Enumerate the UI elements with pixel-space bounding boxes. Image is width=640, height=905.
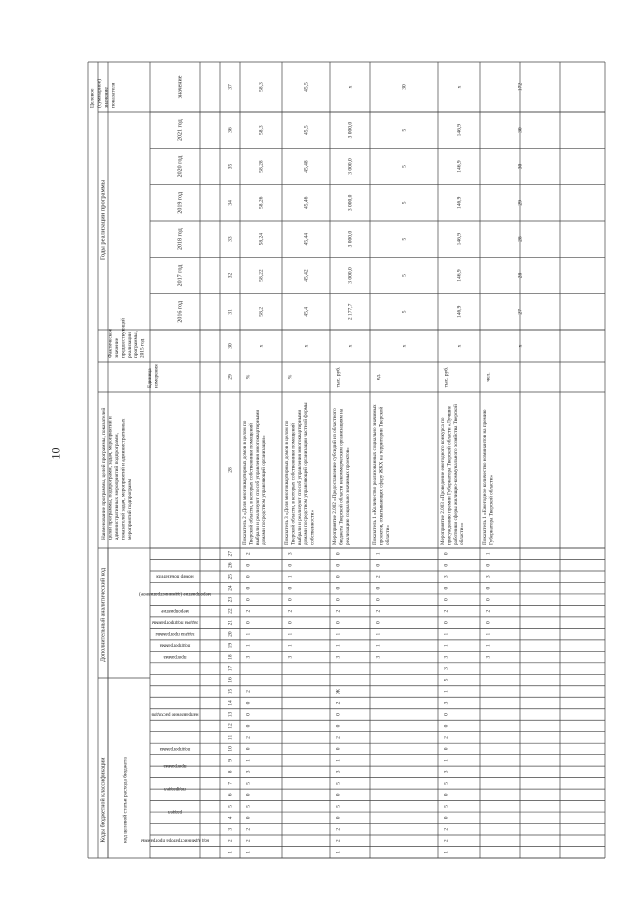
- column-number-15: 15: [227, 688, 234, 695]
- row-code: 2: [245, 736, 252, 739]
- table-row: [284, 82, 315, 659]
- row-code: 3: [443, 667, 450, 670]
- row-code: 0: [443, 598, 450, 602]
- svg-text:Показатель 3 «Доля многокварти: Показатель 3 «Доля многоквартирных домов в целом по: [284, 420, 291, 545]
- header-code-program: программа: [163, 763, 187, 769]
- row-year-value: 45,48: [303, 160, 310, 173]
- row-code: 1: [485, 644, 492, 647]
- row-code: 1: [245, 632, 252, 636]
- row-code: 0: [335, 575, 342, 579]
- header-code-a-activity: мероприятие: [161, 608, 189, 614]
- column-number-6: 6: [227, 793, 234, 797]
- row-code: 0: [375, 563, 382, 567]
- row-name: [482, 409, 494, 545]
- row-name: [284, 402, 315, 545]
- row-code: 0: [245, 621, 252, 625]
- row-name: [331, 408, 351, 545]
- row-code: 0: [485, 563, 492, 567]
- row-code: 2: [375, 609, 382, 613]
- column-number-3: 3: [227, 827, 234, 831]
- table-body: [242, 82, 523, 854]
- column-number-36: 36: [227, 127, 234, 133]
- row-code: 0: [443, 724, 450, 728]
- row-code: 0: [485, 621, 492, 625]
- row-code: 0: [335, 816, 342, 820]
- header-program-years: Годы реализации программы: [99, 179, 107, 261]
- header-code-section: раздел: [168, 808, 182, 814]
- row-code: 3: [335, 655, 342, 659]
- row-code: 1: [245, 644, 252, 647]
- row-year-value: 29: [517, 200, 524, 206]
- svg-text:Фактическое: Фактическое: [107, 328, 114, 358]
- svg-text:Мероприятие 2.003 «Проведение: Мероприятие 2.003 «Проведение ежегодного конкурса по: [440, 417, 447, 545]
- row-year-value: 146,9: [456, 196, 463, 210]
- row-code: 1: [443, 759, 450, 762]
- row-code: 1: [245, 850, 252, 854]
- header-code-a-activity-type: мероприятие (административное): [139, 590, 211, 596]
- svg-text:области»: области»: [384, 525, 391, 545]
- svg-text:собственности»: собственности»: [309, 509, 316, 545]
- svg-text:(суммарное): (суммарное): [96, 78, 103, 108]
- row-total: 58,3: [258, 82, 265, 92]
- row-code: 0: [443, 793, 450, 797]
- row-year-value: 146,9: [456, 123, 463, 137]
- row-code: 0: [335, 747, 342, 751]
- row-code: 5: [443, 678, 450, 682]
- row-code: 3: [485, 655, 492, 659]
- header-year-3: 2018 год: [177, 228, 184, 251]
- table-row: [331, 85, 353, 853]
- header-code-admin-code: код администратора программы: [140, 837, 210, 843]
- header-extra-code-group: Дополнительный аналитический код: [100, 567, 107, 663]
- row-code: 0: [245, 793, 252, 797]
- row-year-value: 5: [401, 201, 408, 205]
- svg-text:Единица: Единица: [147, 368, 154, 388]
- svg-text:выбрали и реализуют способ упр: выбрали и реализуют способ управления многоквартирными: [254, 409, 261, 545]
- row-code: Ж: [335, 689, 342, 694]
- row-code: 3: [245, 655, 252, 659]
- table-row: [482, 83, 523, 659]
- row-code: 1: [245, 759, 252, 762]
- row-code: 2: [335, 839, 342, 843]
- row-code: 3: [287, 552, 294, 556]
- row-code: 1: [485, 632, 492, 636]
- svg-text:домами посредством управляющей: домами посредством управляющей организации»: [261, 435, 268, 545]
- svg-text:домами посредством управляющей: домами посредством управляющей организации частной формы: [303, 402, 310, 545]
- header-year-4: 2019 год: [177, 191, 184, 214]
- header-classifier-group: Коды бюджетной классификации: [100, 757, 107, 843]
- svg-text:реализацию социально значимых: реализацию социально значимых проектов»: [344, 447, 351, 545]
- row-code: 0: [335, 563, 342, 567]
- row-code: 0: [335, 724, 342, 728]
- row-year-value: 45,42: [303, 269, 310, 282]
- row-code: 5: [335, 804, 342, 808]
- row-code: 2: [335, 701, 342, 705]
- column-number-4: 4: [227, 816, 234, 820]
- header-code-a-number: номер показателя: [156, 573, 194, 579]
- row-code: 0: [245, 747, 252, 751]
- row-code: 0: [335, 552, 342, 556]
- row-code: 2: [245, 609, 252, 613]
- row-code: 2: [335, 609, 342, 613]
- row-code: 0: [335, 586, 342, 590]
- row-code: 0: [287, 586, 294, 590]
- row-code: 3: [485, 575, 492, 579]
- row-unit: тыс. руб.: [335, 366, 342, 388]
- row-code: 1: [335, 850, 342, 854]
- svg-text:показателей задач, мероприятий: показателей задач, мероприятий и административных: [120, 418, 127, 540]
- svg-text:бюджета Тверской области неком: бюджета Тверской области некоммерческим организациям на: [338, 408, 345, 545]
- row-code: 3: [245, 770, 252, 774]
- header-unit-col: [147, 364, 159, 388]
- row-code: 2: [245, 690, 252, 693]
- row-code: 2: [485, 609, 492, 613]
- row-unit: %: [287, 374, 294, 380]
- column-number-7: 7: [227, 781, 234, 785]
- row-year-value: 58,28: [258, 160, 265, 173]
- row-name: [372, 404, 391, 545]
- row-fact: x: [347, 344, 354, 348]
- row-year-value: 30: [517, 163, 524, 170]
- svg-text:Показатель 2 «Доля многокварти: Показатель 2 «Доля многоквартирных домов в целом по: [242, 420, 249, 545]
- header-code-a-subprogram: подпрограмма: [159, 642, 191, 648]
- row-code: 3: [335, 770, 342, 774]
- row-year-value: 45,4: [303, 307, 310, 317]
- row-code: 2: [443, 827, 450, 831]
- row-year-value: 5: [401, 237, 408, 241]
- row-code: 0: [287, 563, 294, 567]
- column-number-35: 35: [227, 163, 234, 170]
- row-code: 0: [443, 586, 450, 590]
- svg-text:измерения: измерения: [153, 364, 160, 388]
- row-fact: x: [258, 344, 265, 348]
- row-code: 0: [335, 621, 342, 625]
- svg-text:работники сферы жилищно-коммун: работники сферы жилищно-коммунального хозяйства Тверской: [452, 404, 459, 545]
- row-code: 3: [287, 655, 294, 659]
- svg-text:Губернатора Тверской области»: Губернатора Тверской области»: [488, 474, 495, 545]
- svg-text:Наименование программы, целей: Наименование программы, целей программы, показателей: [101, 407, 108, 540]
- row-code: 0: [443, 621, 450, 625]
- column-number-25: 25: [227, 573, 234, 580]
- row-year-value: 45,46: [303, 196, 310, 210]
- row-code: 0: [287, 598, 294, 602]
- row-code: 0: [335, 793, 342, 797]
- row-code: 1: [287, 644, 294, 647]
- column-number-37: 37: [227, 84, 234, 90]
- svg-text:программы,: программы,: [133, 331, 140, 358]
- row-unit: тыс. руб.: [443, 366, 450, 388]
- column-number-31: 31: [227, 309, 234, 315]
- row-year-value: 3 000,0: [347, 158, 354, 175]
- row-fact: x: [456, 344, 463, 348]
- row-total: 45,5: [303, 82, 310, 92]
- svg-text:реализации: реализации: [126, 332, 133, 358]
- row-code: 2: [443, 736, 450, 739]
- row-year-value: 58,2: [258, 307, 265, 317]
- row-year-value: 45,44: [303, 232, 310, 246]
- row-year-value: 58,24: [258, 232, 265, 246]
- column-number-27: 27: [227, 550, 234, 557]
- row-code: 2: [245, 827, 252, 831]
- row-code: 0: [443, 816, 450, 820]
- row-code: 0: [443, 563, 450, 567]
- row-code: 1: [443, 690, 450, 693]
- header-name-col: [100, 408, 133, 540]
- row-code: 1: [375, 644, 382, 647]
- column-number-12: 12: [227, 723, 234, 729]
- header-value-col: значение: [177, 75, 184, 99]
- row-year-value: 58,3: [258, 125, 265, 135]
- row-code: 0: [375, 621, 382, 625]
- row-code: 1: [335, 644, 342, 647]
- row-code: 1: [287, 575, 294, 579]
- row-year-value: 146,9: [456, 305, 463, 319]
- row-code: 0: [375, 586, 382, 590]
- row-code: 2: [245, 552, 252, 556]
- row-code: 2: [375, 575, 382, 579]
- column-number-17: 17: [227, 665, 234, 672]
- header-code-a-program: программа: [163, 653, 187, 659]
- row-code: 0: [245, 586, 252, 590]
- row-code: 5: [245, 804, 252, 808]
- row-year-value: 5: [401, 274, 408, 277]
- row-code: 0: [245, 724, 252, 728]
- row-fact: x: [401, 344, 408, 348]
- svg-text:выбрали и реализуют способ упр: выбрали и реализуют способ управления многоквартирными: [296, 409, 303, 545]
- header-target-value: [89, 79, 116, 108]
- svg-text:области»»: области»»: [459, 522, 466, 545]
- header-year-6: 2021 год: [177, 119, 184, 142]
- header-code-a-task-program: задача программы: [155, 630, 195, 636]
- row-code: 1: [287, 632, 294, 636]
- row-code: 0: [443, 713, 450, 716]
- header-year-1: 2016 год: [177, 300, 184, 323]
- row-name: [242, 410, 267, 545]
- row-code: 3: [443, 770, 450, 774]
- row-year-value: 30: [517, 127, 524, 133]
- row-year-value: 3 000,0: [347, 267, 354, 284]
- table-row: [242, 82, 267, 854]
- column-number-30: 30: [227, 343, 234, 349]
- row-total: 30: [401, 84, 408, 90]
- row-name: [440, 404, 465, 545]
- row-year-value: 3 000,0: [347, 194, 354, 212]
- header-code-a-task-subprogram: задача подпрограммы: [151, 619, 199, 625]
- row-code: 2: [245, 839, 252, 843]
- row-code: 1: [375, 552, 382, 556]
- column-number-32: 32: [227, 272, 234, 279]
- header-code-subprogram: подпрограмма: [159, 745, 191, 751]
- row-code: 5: [443, 781, 450, 785]
- table-row: [440, 85, 465, 853]
- row-fact: x: [303, 344, 310, 348]
- row-total: 172: [517, 82, 524, 92]
- row-fact: x: [517, 344, 524, 348]
- column-number-28: 28: [227, 467, 234, 473]
- row-year-value: 2 177,7: [347, 303, 354, 321]
- row-year-value: 5: [401, 310, 408, 314]
- column-number-18: 18: [227, 654, 234, 660]
- row-year-value: 27: [517, 309, 524, 315]
- svg-text:2015 год: 2015 год: [139, 338, 146, 358]
- row-code: 1: [443, 632, 450, 636]
- row-code: 5: [335, 781, 342, 785]
- row-year-value: 28: [517, 272, 524, 279]
- row-unit: %: [245, 374, 252, 380]
- row-code: 0: [245, 713, 252, 716]
- svg-text:административных мероприятий п: административных мероприятий подпрограмм,: [114, 433, 121, 540]
- svg-text:показателя: показателя: [110, 82, 117, 108]
- row-year-value: 28: [517, 236, 524, 242]
- svg-text:Тверской области, в которых со: Тверской области, в которых собственники помещений: [248, 423, 255, 545]
- column-number-8: 8: [227, 770, 234, 774]
- column-number-24: 24: [227, 585, 234, 591]
- svg-text:предшествующей: предшествующей: [120, 318, 127, 358]
- column-number-2: 2: [227, 839, 234, 843]
- column-number-11: 11: [227, 734, 234, 741]
- column-number-5: 5: [227, 804, 234, 808]
- row-code: 2: [287, 609, 294, 613]
- svg-text:значение: значение: [114, 337, 121, 358]
- column-number-19: 19: [227, 642, 234, 649]
- column-number-1: 1: [227, 850, 234, 854]
- column-number-14: 14: [227, 700, 234, 706]
- row-unit: ед.: [375, 373, 382, 381]
- header-fact-col: [108, 318, 146, 358]
- column-number-33: 33: [227, 236, 234, 242]
- row-year-value: 5: [401, 128, 408, 132]
- row-code: 2: [335, 736, 342, 739]
- row-code: 0: [287, 621, 294, 625]
- row-year-value: 3 000,0: [347, 230, 354, 248]
- svg-text:целей программы, подпрограмм,: целей программы, подпрограмм, задач, мероприятий и: [107, 416, 114, 540]
- row-code: 1: [335, 632, 342, 636]
- svg-text:Целевое: Целевое: [89, 88, 96, 108]
- row-year-value: 146,9: [456, 160, 463, 173]
- row-total: x: [456, 85, 463, 89]
- table-row: [372, 84, 407, 658]
- header-target-article-group: код целевой статьи расхода бюджета: [122, 757, 129, 843]
- row-total: x: [347, 85, 354, 89]
- row-code: 3: [443, 575, 450, 579]
- page-number: 10: [48, 447, 63, 460]
- row-year-value: 3 000,0: [347, 121, 354, 139]
- svg-text:Показатель 1 «Ежегодное количе: Показатель 1 «Ежегодное количество номинантов на премию: [482, 409, 489, 545]
- row-code: 0: [245, 563, 252, 567]
- row-code: 2: [443, 839, 450, 843]
- row-code: 3: [443, 655, 450, 659]
- column-number-20: 20: [227, 631, 234, 637]
- row-year-value: 45,5: [303, 125, 310, 135]
- row-code: 1: [335, 759, 342, 762]
- row-code: 0: [245, 598, 252, 602]
- header-code-subsection: подраздел: [164, 785, 186, 791]
- row-code: 1: [443, 644, 450, 647]
- row-code: 1: [375, 632, 382, 636]
- column-number-29: 29: [227, 374, 234, 380]
- svg-text:мероприятий подпрограмм: мероприятий подпрограмм: [126, 478, 133, 540]
- row-code: 0: [485, 586, 492, 590]
- row-code: 0: [245, 701, 252, 705]
- row-year-value: 58,26: [258, 196, 265, 210]
- svg-text:Тверской области, в которых со: Тверской области, в которых собственники помещений: [290, 423, 297, 545]
- row-year-value: 5: [401, 165, 408, 168]
- column-number-34: 34: [227, 200, 234, 206]
- row-code: 0: [335, 598, 342, 602]
- svg-text:Показатель 1 «Количество реали: Показатель 1 «Количество реализованных социально значимых: [372, 404, 379, 545]
- column-number-13: 13: [227, 711, 234, 718]
- row-code: 2: [443, 609, 450, 613]
- row-code: 0: [335, 713, 342, 716]
- row-code: 0: [245, 816, 252, 820]
- row-code: 5: [443, 804, 450, 808]
- header-code-direction: направление расходов: [151, 711, 199, 717]
- row-year-value: 146,9: [456, 269, 463, 282]
- svg-text:значение: значение: [103, 87, 110, 108]
- svg-text:Мероприятие 2.002 «Предоставле: Мероприятие 2.002 «Предоставление субсидий из областного: [332, 408, 339, 545]
- table-header: [89, 75, 233, 853]
- header-year-5: 2020 год: [177, 155, 184, 178]
- svg-text:присуждению премии Губернатора: присуждению премии Губернатора Тверской области «Лучшие: [446, 405, 453, 545]
- column-number-23: 23: [227, 596, 234, 603]
- row-code: 1: [443, 850, 450, 854]
- row-code: 0: [443, 747, 450, 751]
- row-code: 0: [443, 552, 450, 556]
- column-number-26: 26: [227, 562, 234, 568]
- row-code: 3: [443, 701, 450, 705]
- row-unit: чел.: [485, 372, 492, 382]
- column-number-10: 10: [227, 746, 234, 752]
- row-code: 2: [335, 827, 342, 831]
- row-year-value: 146,9: [456, 232, 463, 246]
- row-code: 0: [245, 575, 252, 579]
- header-year-2: 2017 год: [177, 264, 184, 287]
- row-code: 1: [485, 552, 492, 556]
- row-code: 3: [375, 655, 382, 659]
- row-year-value: 58,22: [258, 269, 265, 282]
- svg-text:проектов, охватывающих сферу Ж: проектов, охватывающих сферу ЖКХ на территории Тверской: [378, 406, 385, 545]
- row-code: 5: [245, 781, 252, 785]
- column-number-9: 9: [227, 759, 234, 762]
- column-number-22: 22: [227, 608, 234, 614]
- column-number-21: 21: [227, 619, 234, 626]
- row-code: 0: [375, 598, 382, 602]
- row-code: 0: [485, 598, 492, 602]
- column-number-16: 16: [227, 677, 234, 683]
